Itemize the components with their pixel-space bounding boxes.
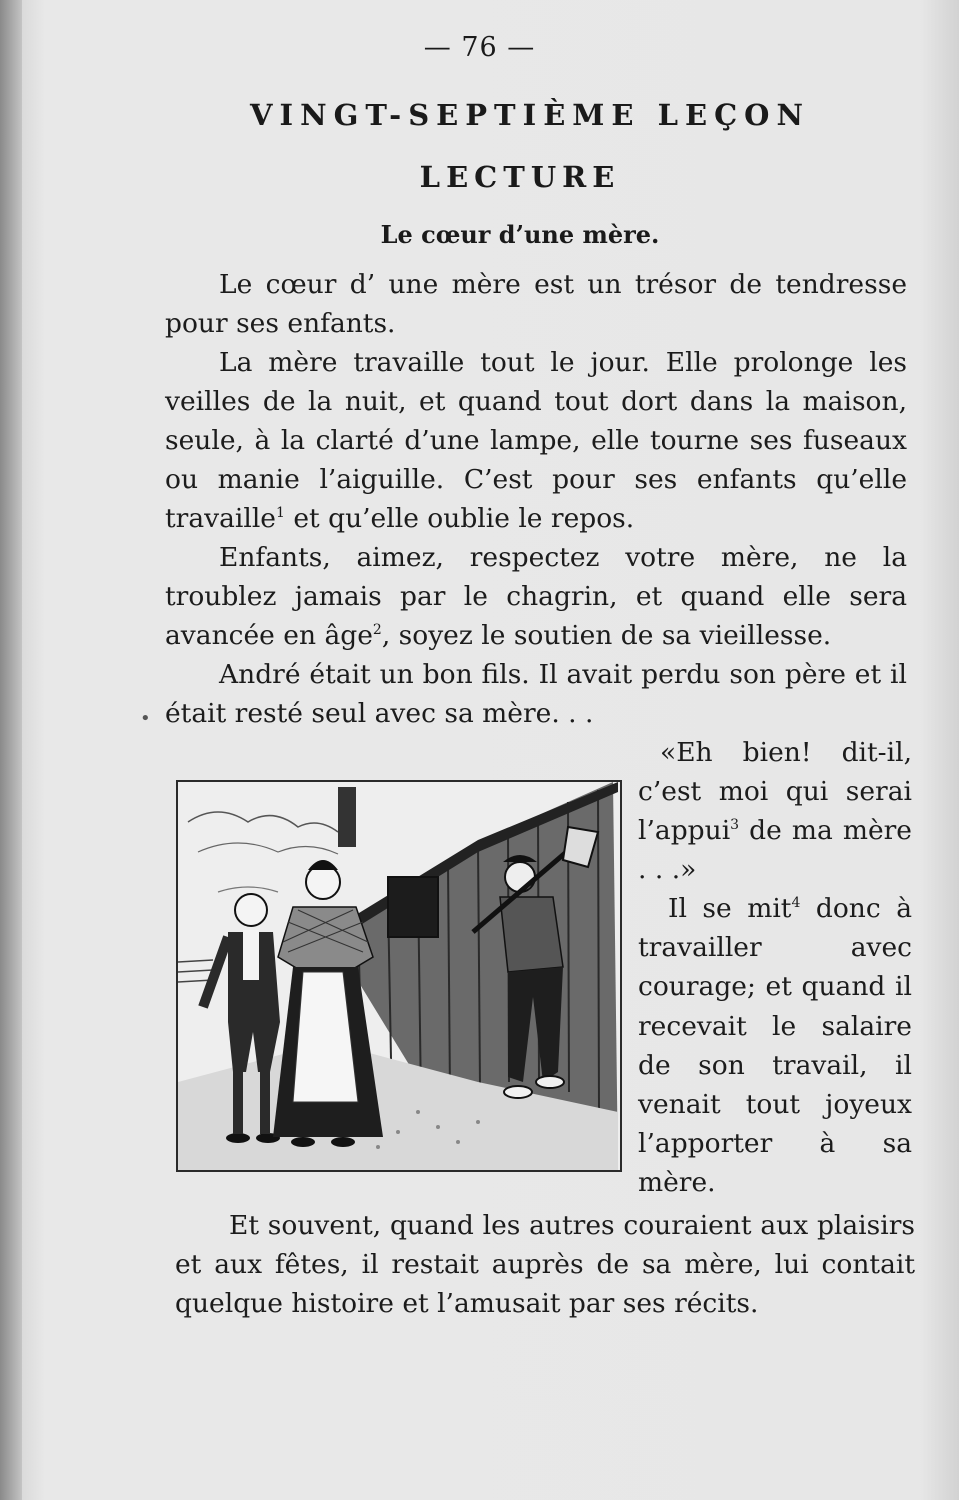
footnote-ref-4: 4	[791, 895, 801, 911]
section-title: LECTURE	[419, 160, 621, 194]
paragraph-3-text-end: , soyez le soutien de sa vieillesse.	[381, 620, 832, 651]
paragraph-1: Le cœur d’ une mère est un trésor de tendresse pour ses enfants.	[165, 269, 907, 339]
paragraph-7: Et souvent, quand les autres couraient aux plaisirs et aux fêtes, il restait auprès de sa mère, lui contait quelque histoire et l’amusait par ses récits.	[175, 1210, 915, 1319]
paragraph-6-text: Il se mit	[668, 893, 792, 924]
paragraph-5-quote	[638, 733, 912, 889]
paragraph-2	[165, 343, 907, 538]
footnote-ref-1: 1	[276, 505, 285, 521]
reading-title: Le cœur d’une mère.	[380, 220, 660, 249]
footnote-ref-3: 3	[730, 817, 740, 833]
paragraph-6	[638, 889, 912, 1203]
illustration-son-and-mother	[176, 780, 622, 1172]
margin-mark: •	[140, 708, 151, 729]
paragraph-6-text-end: donc à travailler avec courage; et quand il recevait le salaire de son travail, il venait tout joyeux l’apporter à sa mère.	[638, 893, 912, 1199]
paragraph-4: André était un bon fils. Il avait perdu son père et il était resté seul avec sa mère. . .	[165, 659, 907, 729]
paragraph-5-text: «Eh bien! dit-il, c’est moi qui serai l’appui	[638, 737, 912, 846]
lesson-title: VINGT-SEPTIÈME LEÇON	[250, 98, 810, 132]
paragraph-2-text: La mère travaille tout le jour. Elle prolonge les veilles de la nuit, et quand tout dort dans la maison, seule, à la clarté d’une lampe, elle tourne ses fuseaux ou manie l’aiguille. C’est pour ses enfants qu’elle travaille	[165, 347, 907, 534]
book-spine-shadow	[0, 0, 22, 1500]
engraving-drawing	[178, 782, 620, 1170]
paragraph-5-text-end: de ma mère . . .»	[638, 815, 912, 885]
paragraph-3-text: Enfants, aimez, respectez votre mère, ne la troublez jamais par le chagrin, et quand elle sera avancée en âge	[165, 542, 907, 651]
paragraph-2-text-end: et qu’elle oublie le repos.	[284, 503, 635, 534]
paragraph-3	[165, 538, 907, 655]
page-number: — 76 —	[423, 32, 536, 63]
footnote-ref-2: 2	[372, 622, 382, 638]
